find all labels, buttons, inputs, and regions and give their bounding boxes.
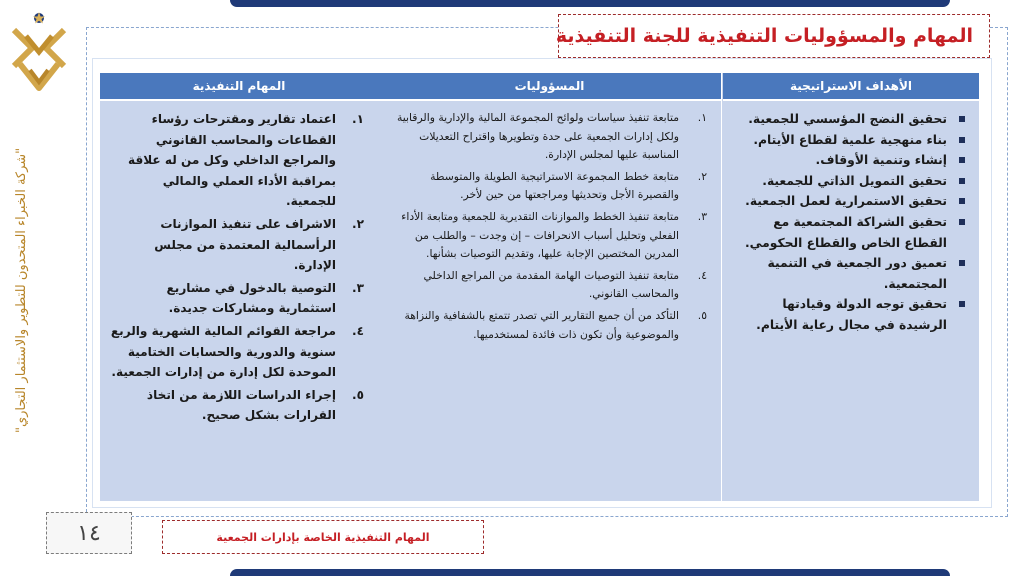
item-text: الاشراف على تنفيذ الموازنات الرأسمالية المعتمدة من مجلس الإدارة.	[154, 216, 336, 273]
goal-item: تحقيق التمويل الذاتي للجمعية.	[733, 171, 967, 192]
page-number-box	[46, 512, 132, 554]
goals-cell	[723, 101, 979, 342]
company-name-vertical: "شركة الخبراء المتحدون للتطوير والاستثمار التجاري"	[14, 147, 29, 433]
item-text: متابعة تنفيذ سياسات ولوائح المجموعة المالية والإدارية والرقابية ولكل إدارات الجمعية على حدة وتطويرها واقتراح التعديلات المناسبة عليها لمجلس الإدارة.	[396, 111, 679, 162]
top-accent-bar	[230, 0, 950, 7]
task-item	[110, 214, 366, 276]
slide-title-box	[555, 14, 990, 58]
responsibility-item	[388, 307, 709, 344]
item-number: ٤.	[352, 323, 364, 338]
responsibilities-cell	[378, 101, 721, 353]
tasks-column	[100, 73, 378, 501]
item-number: ٥.	[352, 387, 364, 402]
responsibility-item	[388, 208, 709, 264]
section-label: المهام التنفيذية الخاصة بإدارات الجمعية	[216, 530, 430, 544]
item-number: ١.	[352, 112, 364, 126]
tasks-cell	[100, 101, 378, 434]
item-number: ٢.	[697, 169, 707, 183]
responsibility-item	[388, 168, 709, 205]
bottom-accent-bar	[230, 569, 950, 576]
item-number: ٥.	[697, 308, 707, 322]
responsibilities-table	[99, 72, 980, 502]
task-item	[110, 321, 366, 383]
responsibilities-column	[378, 73, 722, 501]
page-number: ١٤	[77, 520, 101, 546]
item-text: متابعة تنفيذ التوصيات الهامة المقدمة من المراجع الداخلي والمحاسب القانوني.	[423, 268, 679, 301]
task-item	[110, 278, 366, 319]
item-text: مراجعة القوائم المالية الشهرية والربع سنوية والدورية والحسابات الختامية الموحدة لكل إدارة من إدارات الجمعية.	[110, 323, 336, 380]
goal-item: تحقيق توجه الدولة وقيادتها الرشيدة في مجال رعاية الأيتام.	[733, 294, 967, 335]
responsibility-item	[388, 267, 709, 304]
goals-header: الأهداف الاستراتيجية	[723, 73, 979, 101]
item-text: التأكد من أن جميع التقارير التي تصدر تتمتع بالشفافية والنزاهة والموضوعية وأن تكون ذات فائدة لمستخدميها.	[404, 308, 679, 341]
goal-item: إنشاء وتنمية الأوقاف.	[733, 150, 967, 171]
goal-item: تحقيق الاستمرارية لعمل الجمعية.	[733, 191, 967, 212]
item-number: ٢.	[352, 216, 364, 231]
goal-item: تعميق دور الجمعية في التنمية المجتمعية.	[733, 253, 967, 294]
item-number: ٣.	[352, 280, 364, 295]
responsibility-item	[388, 109, 709, 165]
company-logo-icon	[6, 8, 72, 108]
tasks-header: المهام التنفيذية	[100, 73, 378, 101]
goal-item: تحقيق النضج المؤسسي للجمعية.	[733, 109, 967, 130]
section-label-box	[162, 520, 484, 554]
item-text: متابعة تنفيذ الخطط والموازنات التقديرية للجمعية ومتابعة الأداء الفعلي وتحليل أسباب الانحرافات – إن وجدت – والطلب من المدرين المختصين الإجابة عليها، وتقديم التوصيات بشأنها.	[401, 209, 679, 261]
goal-item: تحقيق الشراكة المجتمعية مع القطاع الخاص والقطاع الحكومي.	[733, 212, 967, 253]
responsibilities-header: المسؤوليات	[378, 73, 721, 101]
slide-title: المهام والمسؤوليات التنفيذية للجنة التنفيذية	[555, 25, 973, 47]
goal-item: بناء منهجية علمية لقطاع الأيتام.	[733, 130, 967, 151]
item-text: متابعة خطط المجموعة الاستراتيجية الطويلة والمتوسطة والقصيرة الأجل وتحديثها ومراجعتها من حين لأخر.	[430, 169, 679, 202]
task-item	[110, 385, 366, 426]
item-text: إجراء الدراسات اللازمة من اتخاذ القرارات بشكل صحيح.	[146, 387, 336, 423]
item-number: ٤.	[697, 268, 707, 282]
item-text: اعتماد تقارير ومقترحات رؤساء القطاعات والمحاسب القانوني والمراجع الداخلي وكل من له علاقة بمراقبة الأداء العملي والمالي للجمعية.	[127, 112, 336, 209]
goals-column	[723, 73, 979, 501]
item-text: التوصية بالدخول في مشاريع استثمارية ومشاركات جديدة.	[166, 280, 336, 316]
item-number: ٣.	[697, 209, 707, 223]
task-item	[110, 109, 366, 212]
item-number: ١.	[697, 111, 707, 124]
